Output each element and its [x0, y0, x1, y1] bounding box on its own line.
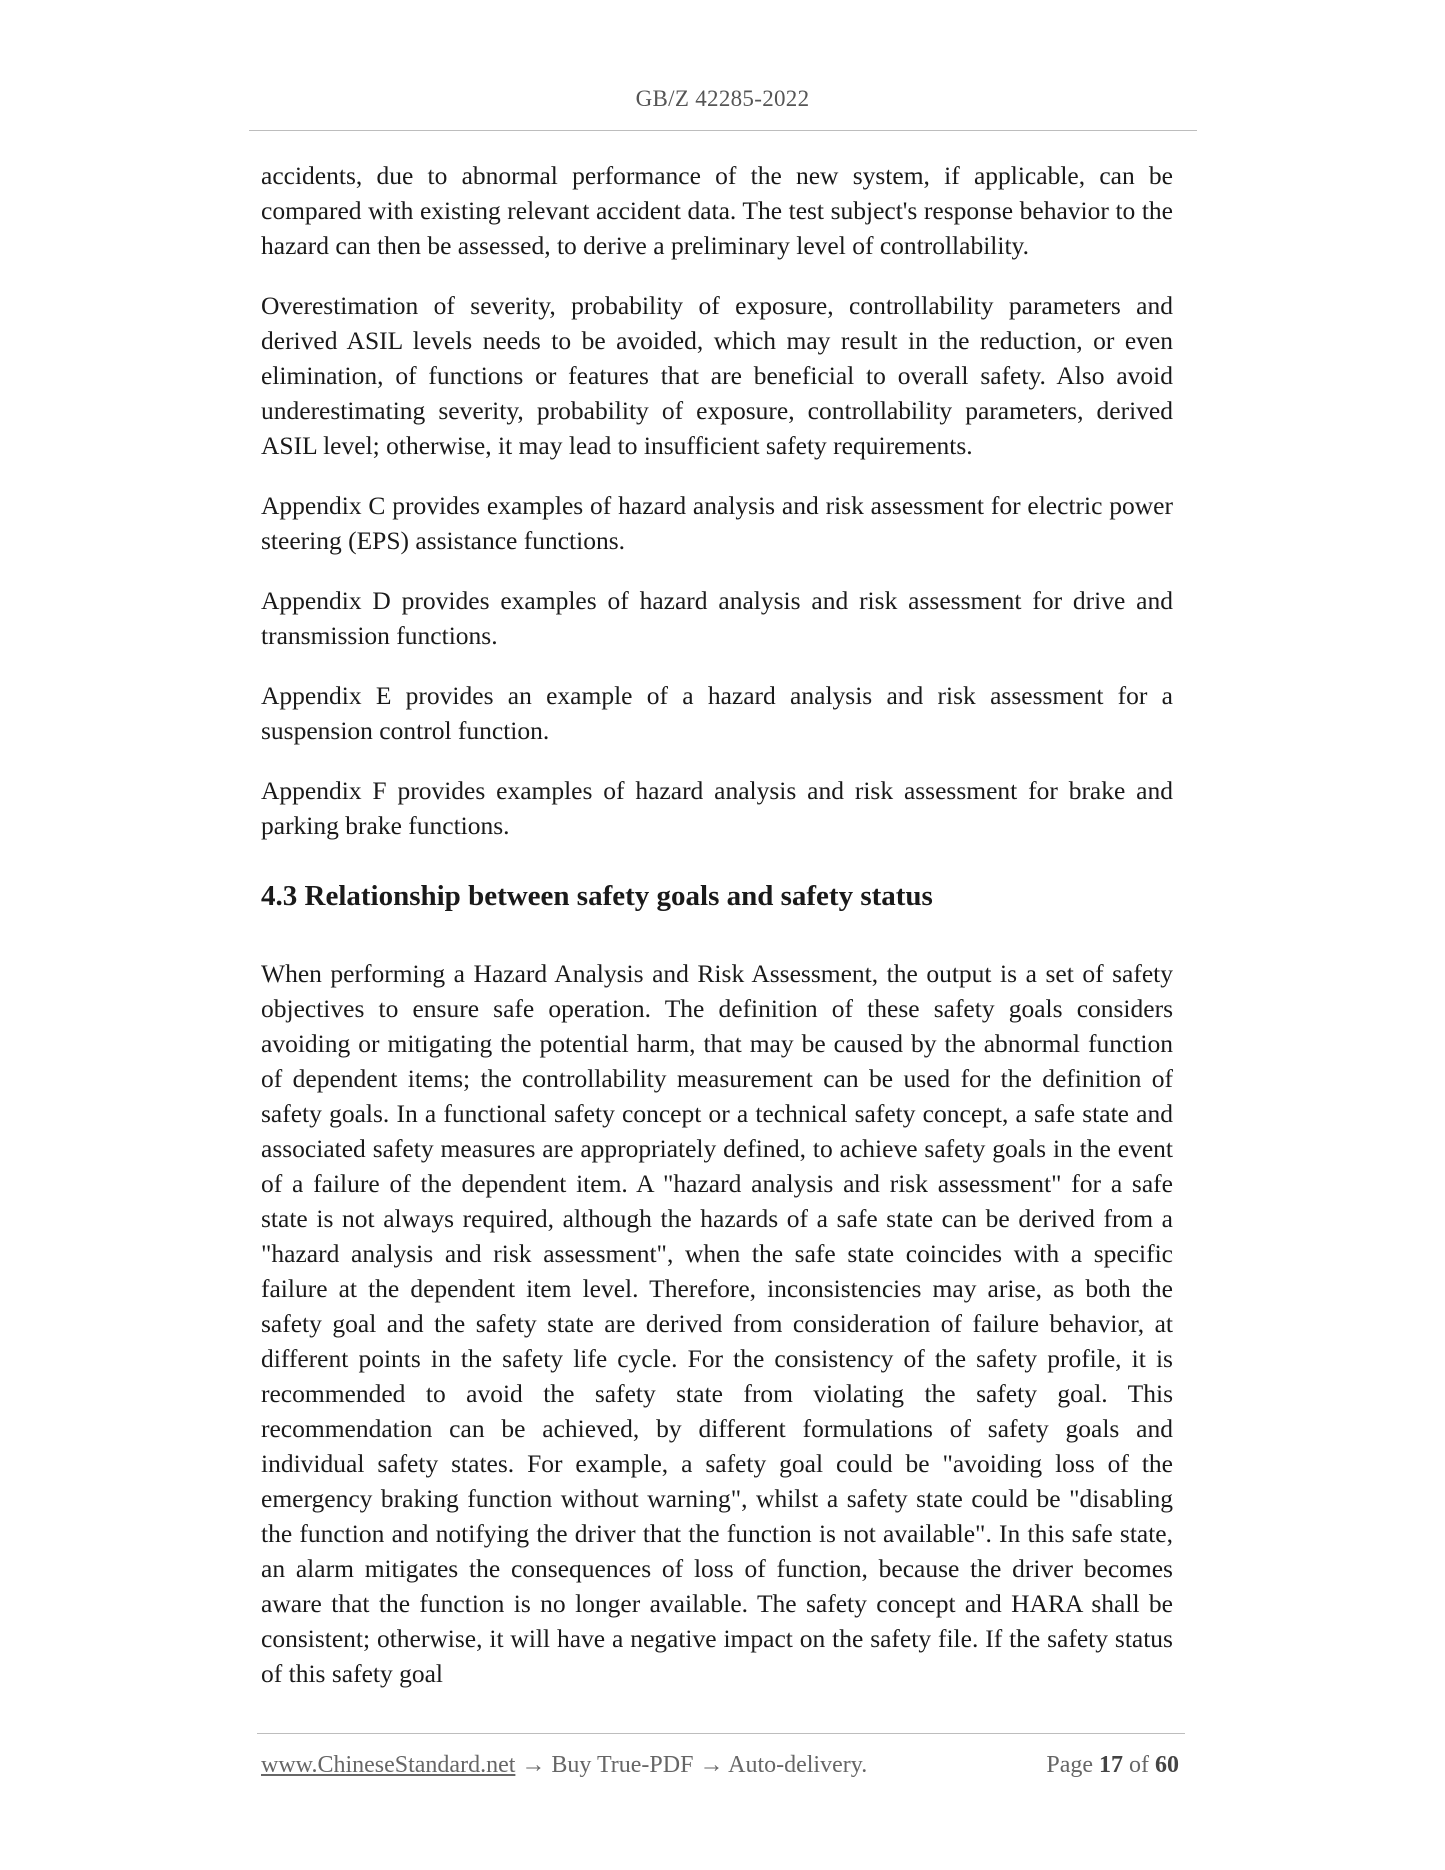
paragraph-safety-goals: When performing a Hazard Analysis and Risk Assessment, the output is a set of safety objectives to ensure safe operation. The definition of these safety goals considers avoiding or mitigating the potential harm, that may be caused by the abnormal function of dependent items; the controllability measurement can be used for the definition of safety goals. In a functional safety concept or a technical safety concept, a safe state and associated safety measures are appropriately defined, to achieve safety goals in the event of a failure of the dependent item. A "hazard analysis and risk assessment" for a safe state is not always required, although the hazards of a safe state can be derived from a "hazard analysis and risk assessment", when the safe state coincides with a specific failure at the dependent item level. Therefore, inconsistencies may arise, as both the safety goal and the safety state are derived from consideration of failure behavior, at different points in the safety life cycle. For the consistency of the safety profile, it is recommended to avoid the safety state from violating the safety goal. This recommendation can be achieved, by different formulations of safety goals and individual safety states. For example, a safety goal could be "avoiding loss of the emergency braking function without warning", whilst a safety state could be "disabling the function and notifying the driver that the function is not available". In this safe state, an alarm mitigates the consequences of loss of function, because the driver becomes aware that the function is no longer available. The safety concept and HARA shall be consistent; otherwise, it will have a negative impact on the safety file. If the safety status of this safety goal [261, 959, 1173, 1688]
paragraph-appendix-c: Appendix C provides examples of hazard analysis and risk assessment for electric power steering (EPS) assistance functions. [261, 491, 1173, 555]
document-id-header: GB/Z 42285-2022 [635, 86, 810, 111]
of-label: of [1123, 1752, 1155, 1778]
paragraph-appendix-d: Appendix D provides examples of hazard analysis and risk assessment for drive and transmission functions. [261, 586, 1173, 650]
current-page-number: 17 [1099, 1752, 1123, 1778]
paragraph-appendix-e: Appendix E provides an example of a hazard analysis and risk assessment for a suspension control function. [261, 681, 1173, 745]
paragraph-appendix-f: Appendix F provides examples of hazard analysis and risk assessment for brake and parking brake functions. [261, 776, 1173, 840]
section-heading-4-3: 4.3 Relationship between safety goals and safety status [261, 880, 933, 912]
page-label: Page [1046, 1752, 1099, 1778]
paragraph-overestimation: Overestimation of severity, probability of exposure, controllability parameters and derived ASIL levels needs to be avoided, which may result in the reduction, or even elimination, of functions or features that are beneficial to overall safety. Also avoid underestimating severity, probability of exposure, controllability parameters, derived ASIL level; otherwise, it may lead to insufficient safety requirements. [261, 291, 1173, 460]
footer-promo-text: → Buy True-PDF → Auto-delivery. [515, 1752, 868, 1778]
chinesestandard-link[interactable]: www.ChineseStandard.net [261, 1752, 516, 1778]
footer-divider [257, 1733, 1185, 1734]
page-content [261, 158, 1173, 1716]
paragraph-controllability: accidents, due to abnormal performance of the new system, if applicable, can be compared with existing relevant accident data. The test subject's response behavior to the hazard can then be assessed, to derive a preliminary level of controllability. [261, 161, 1173, 260]
footer-promo [261, 1752, 867, 1779]
header-divider [249, 130, 1197, 131]
total-page-number: 60 [1155, 1752, 1179, 1778]
page-indicator [1046, 1752, 1179, 1779]
